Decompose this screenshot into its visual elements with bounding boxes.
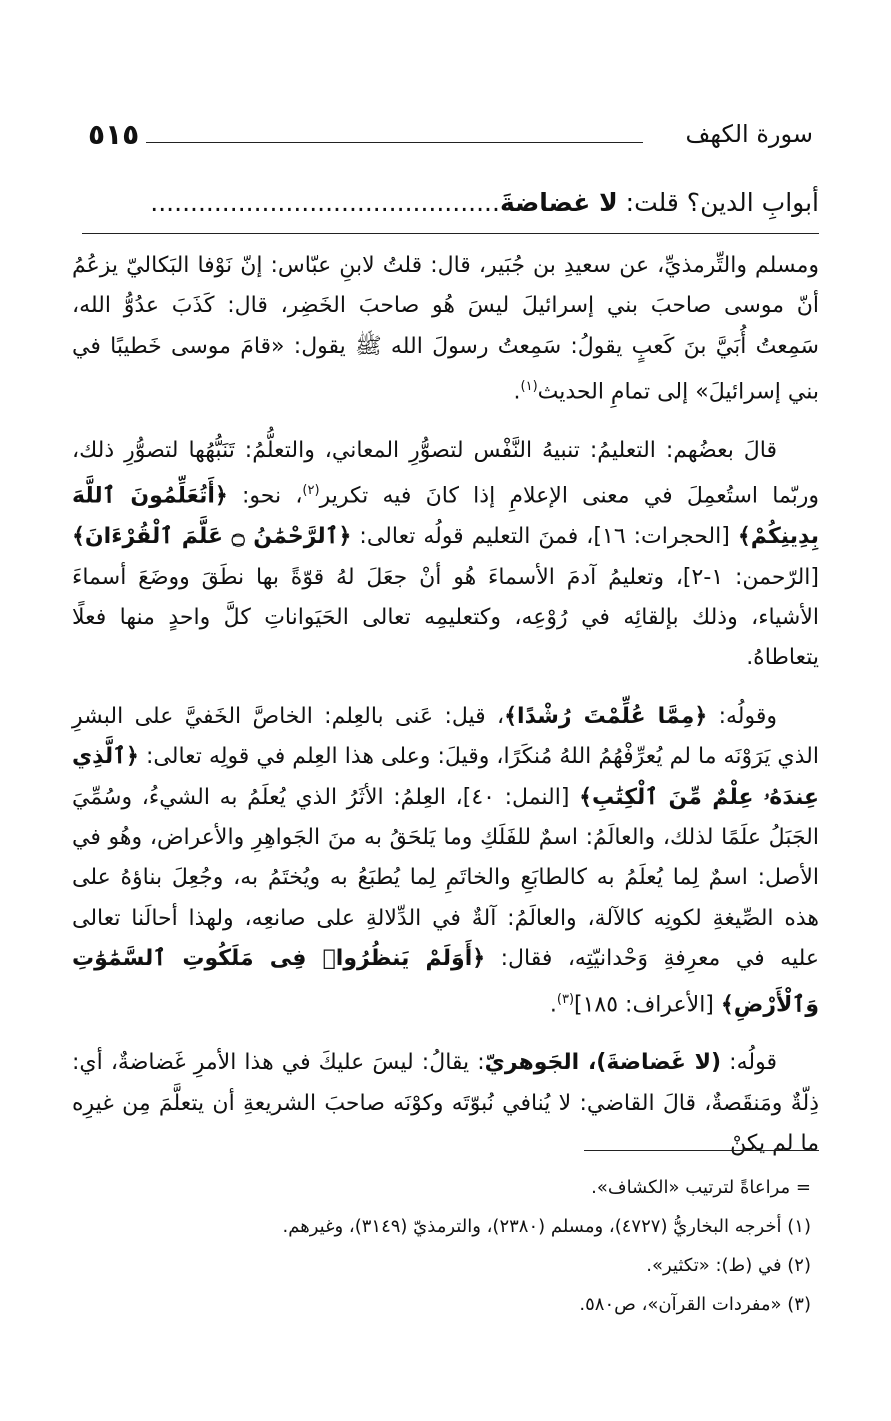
paragraph-text: ، قيل: عَنى بالعِلم: الخاصَّ الخَفيَّ على البشرِ الذي يَرَوْنَه ما لم يُعرِّفْهُمُ اللهُ مُنكَرًا، وقيلَ: وعلى هذا العِلم في قولِه تعالى: (72, 703, 819, 770)
paragraph-text: ، نحو: (227, 483, 303, 509)
footnotes (72, 1172, 811, 1328)
footnote: (١) أخرجه البخاريُّ (٤٧٢٧)، ومسلم (٢٣٨٠)، والترمذيّ (٣١٤٩)، وغيرهم. (282, 1216, 811, 1237)
surah-title: سورة الكهف (685, 120, 813, 148)
footnote-ref: (٣) (556, 991, 575, 1007)
footnote-ref: (١) (520, 379, 538, 395)
footnote-rule (584, 1150, 819, 1151)
footnote-ref: (٢) (302, 483, 320, 499)
heading-dots: ............................................ (150, 188, 500, 217)
paragraph-text: [الرّحمن: ١-٢]، وتعليمُ آدمَ الأسماءَ هُو أنْ جعَلَ لهُ قوّةً بها نطَقَ ووضَعَ أسماءَ الأشياء، وذلك بإلقائِه في رُوْعِه، وكتعليمِه تعالى الحَيَواناتِ كلَّ واحدٍ منها فعلًا يتعاطاهُ. (72, 564, 819, 671)
paragraph (72, 1043, 819, 1164)
paragraph-text: . (513, 379, 521, 405)
header-rule (146, 142, 643, 143)
heading-rule (82, 233, 819, 234)
section-heading (82, 188, 819, 234)
paragraph-text: قالَ بعضُهم: التعليمُ: تنبيهُ النَّفْس لتصوُّرِ المعاني، والتعلُّمُ: تَنَبُّهُها لتصوُّرِ ذلك، وربّما استُعمِلَ في معنى الإعلامِ إذا كانَ فيه تكرير (72, 437, 820, 509)
paragraph-text: . (549, 991, 557, 1017)
quran-verse: ﴿مِمَّا عُلِّمْتَ رُشْدًا﴾ (504, 703, 708, 729)
footnote: (٣) «مفردات القرآن»، ص٥٨٠. (579, 1294, 811, 1315)
paragraph (72, 246, 819, 413)
footnote: (٢) في (ط): «تكثير». (646, 1255, 811, 1276)
commentary-lemma: (لا غَضاضةَ)، الجَوهريّ (484, 1050, 722, 1076)
quran-verse: ﴿ٱلرَّحْمَٰنُ ۝ عَلَّمَ ٱلْقُرْءَانَ﴾ (72, 524, 352, 550)
page-number: ٥١٥ (88, 118, 140, 151)
paragraph (72, 697, 819, 1026)
paragraph-text: [الحجرات: ١٦]، فمنَ التعليم قولُه تعالى: (351, 524, 738, 550)
running-header (88, 118, 813, 158)
heading-text: أبوابِ الدين؟ قلت: (617, 188, 819, 217)
main-text (72, 246, 819, 1183)
paragraph-text: ومسلم والتِّرمذيِّ، عن سعيدِ بن جُبَير، قال: قلتُ لابنِ عبّاس: إنّ نَوْفا البَكاليّ يزعُمُ أنّ موسى صاحبَ بني إسرائيلَ ليسَ هُو صاحبَ الخَضِر، قال: كَذَبَ عدُوُّ الله، سَمِعتُ أُبَيَّ بنَ كَعبٍ يقولُ: سَمِعتُ رسولَ الله ﷺ يقول: «قامَ موسى خَطيبًا في بني إسرائيلَ» إلى تمامِ الحديث (72, 253, 819, 405)
paragraph-text: [النمل: ٤٠]، العِلمُ: الأثَرُ الذي يُعلَمُ به الشيءُ، وسُمِّيَ الجَبَلُ علَمًا لذلك، والعالَمُ: اسمٌ للفَلَكِ وما يَلحَقُ به منَ الجَواهِرِ والأعراض، وهُو في الأصل: اسمٌ لِما يُعلَمُ به كالطابَعِ والخاتَمِ لِما يُطبَعُ به ويُختَمُ به، وجُعِلَ بناؤهُ على هذه الصِّيغةِ لكونِه كالآلة، والعالَمُ: آلةٌ في الدِّلالةِ على صانعِه، ولهذا أحالَنا تعالى عليه في معرِفةِ وَحْدانيّتِه، فقال: (72, 784, 819, 972)
paragraph-text: [الأعراف: ١٨٥] (574, 991, 721, 1017)
paragraph (72, 431, 819, 679)
quran-verse: ﴿أَتُعَلِّمُونَ ٱللَّهَ بِدِينِكُمْ﴾ (72, 483, 819, 550)
paragraph-text: قولُه: (721, 1050, 777, 1076)
paragraph-text: : يقالُ: ليسَ عليكَ في هذا الأمرِ غَضاضةٌ، أي: ذِلّةٌ ومَنقَصةٌ، قالَ القاضي: لا يُنافي نُبوّتَه وكوْنَه صاحبَ الشريعةِ أن يتعلَّمَ مِن غيرِه ما لم يكنْ (72, 1050, 819, 1157)
quran-verse: ﴿أَوَلَمْ يَنظُرُوا۟ فِى مَلَكُوتِ ٱلسَّمَٰوَٰتِ وَٱلْأَرْضِ﴾ (72, 946, 819, 1017)
footnote: = مراعاةً لترتيب «الكشاف». (591, 1177, 811, 1198)
heading-keyword: لا غضاضةَ (499, 188, 618, 217)
quran-verse: ﴿ٱلَّذِي عِندَهُۥ عِلْمٌ مِّنَ ٱلْكِتَٰبِ﴾ (72, 744, 819, 810)
paragraph-text: وقولُه: (707, 703, 777, 729)
